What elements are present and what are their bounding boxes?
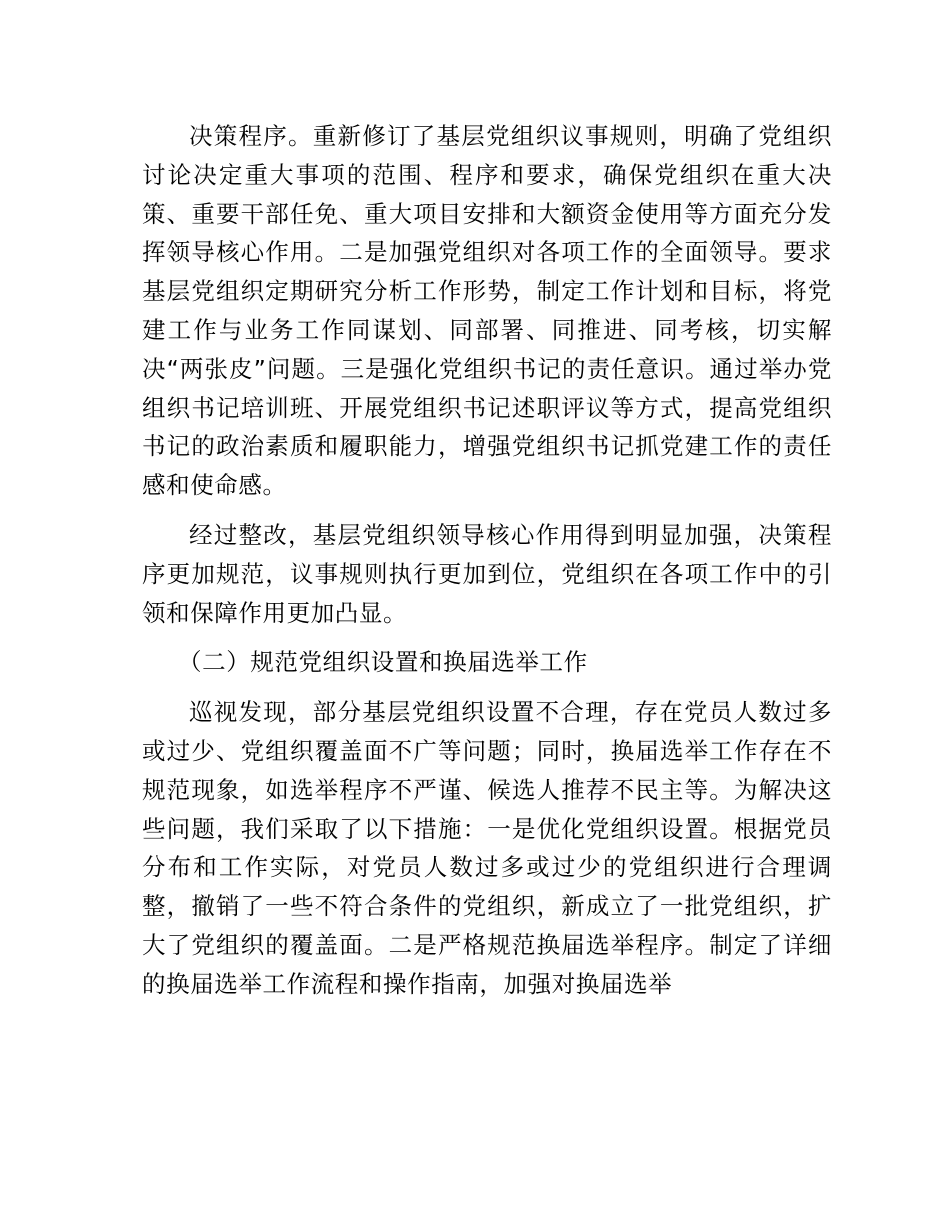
paragraph-inspection-findings: 巡视发现，部分基层党组织设置不合理，存在党员人数过多或过少、党组织覆盖面不广等问题；同时，换届选举工作存在不规范现象，如选举程序不严谨、候选人推荐不民主等。为解决这些问题，我们采取了以下措施：一是优化党组织设置。根据党员分布和工作实际，对党员人数过多或过少的党组织进行合理调整，撤销了一些不符合条件的党组织，新成立了一批党组织，扩大了党组织的覆盖面。二是严格规范换届选举程序。制定了详细的换届选举工作流程和操作指南，加强对换届选举 — [142, 698, 832, 998]
paragraph-rectification-result: 经过整改，基层党组织领导核心作用得到明显加强，决策程序更加规范，议事规则执行更加到位，党组织在各项工作中的引领和保障作用更加凸显。 — [142, 520, 832, 627]
section-heading: （二）规范党组织设置和换届选举工作 — [178, 648, 588, 677]
paragraph-decision-procedure: 决策程序。重新修订了基层党组织议事规则，明确了党组织讨论决定重大事项的范围、程序和要求，确保党组织在重大决策、重要干部任免、重大项目安排和大额资金使用等方面充分发挥领导核心作用。二是加强党组织对各项工作的全面领导。要求基层党组织定期研究分析工作形势，制定工作计划和目标，将党建工作与业务工作同谋划、同部署、同推进、同考核，切实解决“两张皮”问题。三是强化党组织书记的责任意识。通过举办党组织书记培训班、开展党组织书记述职评议等方式，提高党组织书记的政治素质和履职能力，增强党组织书记抓党建工作的责任感和使命感。 — [142, 122, 832, 500]
document-body — [142, 117, 832, 1015]
